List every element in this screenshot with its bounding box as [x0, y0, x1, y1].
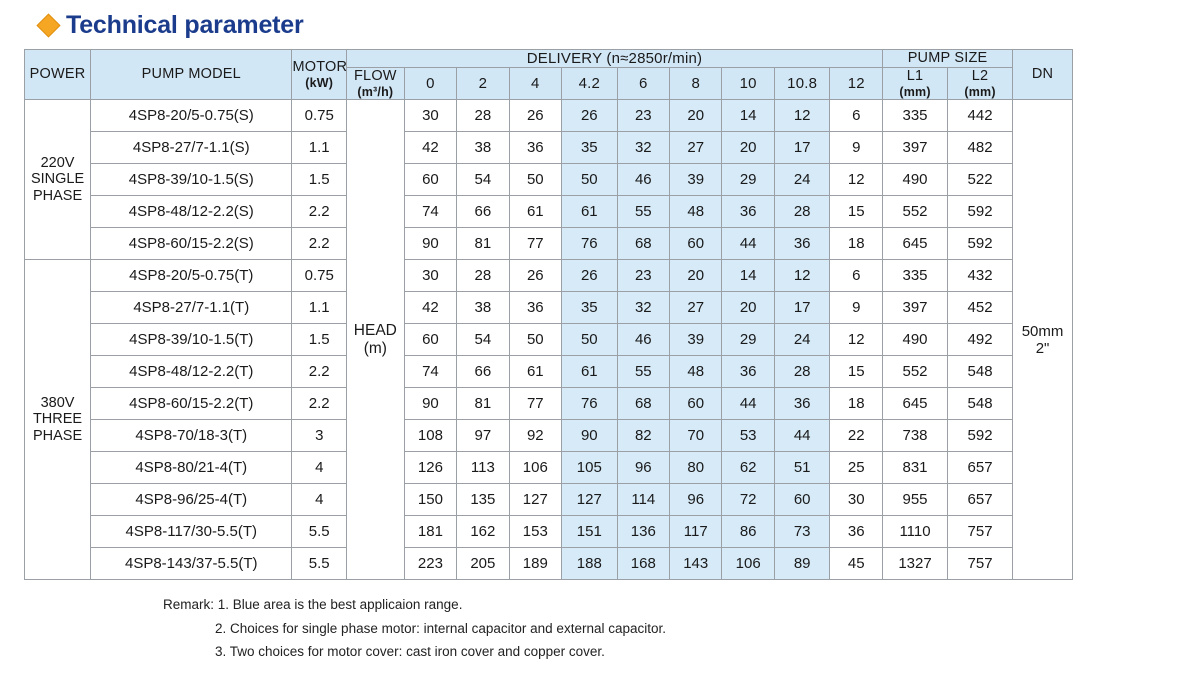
head-value-cell: 92: [509, 420, 561, 452]
head-value-cell: 81: [457, 388, 509, 420]
pump-model-cell: 4SP8-20/5-0.75(T): [91, 260, 292, 292]
head-value-cell: 28: [457, 260, 509, 292]
l2-cell: 522: [948, 164, 1013, 196]
head-value-cell: 44: [722, 388, 774, 420]
l2-cell: 757: [948, 548, 1013, 580]
l1-cell: 738: [883, 420, 948, 452]
l1-cell: 335: [883, 100, 948, 132]
l1-cell: 645: [883, 228, 948, 260]
head-value-cell: 74: [404, 356, 456, 388]
table-row: [25, 420, 1073, 452]
pump-model-cell: 4SP8-60/15-2.2(T): [91, 388, 292, 420]
l1-cell: 335: [883, 260, 948, 292]
head-value-cell: 14: [722, 260, 774, 292]
head-value-cell: 66: [457, 356, 509, 388]
table-body: [25, 100, 1073, 580]
head-value-cell: 77: [509, 228, 561, 260]
head-value-cell: 44: [774, 420, 830, 452]
remark-line-1: [163, 593, 1200, 616]
head-value-cell: 53: [722, 420, 774, 452]
technical-parameter-table: [24, 49, 1073, 580]
head-value-cell: 36: [722, 356, 774, 388]
col-flow: [347, 68, 405, 100]
power-line: 380V: [40, 394, 75, 411]
head-value-cell: 39: [670, 324, 722, 356]
head-value-cell: 28: [774, 356, 830, 388]
head-value-cell: 6: [830, 260, 883, 292]
l1-cell: 1327: [883, 548, 948, 580]
head-value-cell: 90: [404, 388, 456, 420]
head-value-cell: 135: [457, 484, 509, 516]
col-pump-size-group: PUMP SIZE: [883, 50, 1013, 68]
l2-cell: 592: [948, 196, 1013, 228]
col-motor-unit: (kW): [305, 75, 334, 90]
head-value-cell: 114: [617, 484, 669, 516]
head-value-cell: 60: [670, 388, 722, 420]
col-flow-unit: (m³/h): [357, 84, 394, 99]
table-row: [25, 196, 1073, 228]
head-value-cell: 70: [670, 420, 722, 452]
l1-cell: 490: [883, 164, 948, 196]
head-value-cell: 30: [404, 100, 456, 132]
power-line: PHASE: [32, 188, 83, 205]
pump-model-cell: 4SP8-27/7-1.1(T): [91, 292, 292, 324]
col-l1: [883, 68, 948, 100]
head-value-cell: 96: [617, 452, 669, 484]
head-value-cell: 55: [617, 196, 669, 228]
head-value-cell: 27: [670, 292, 722, 324]
motor-kw-cell: 1.5: [292, 324, 347, 356]
head-value-cell: 61: [509, 356, 561, 388]
l1-cell: 552: [883, 196, 948, 228]
pump-model-cell: 4SP8-39/10-1.5(T): [91, 324, 292, 356]
head-value-cell: 38: [457, 292, 509, 324]
head-value-cell: 20: [722, 132, 774, 164]
head-value-cell: 23: [617, 260, 669, 292]
head-value-cell: 12: [830, 324, 883, 356]
head-value-cell: 20: [722, 292, 774, 324]
head-value-cell: 50: [562, 324, 618, 356]
head-value-cell: 54: [457, 324, 509, 356]
head-value-cell: 42: [404, 292, 456, 324]
table-row: [25, 516, 1073, 548]
head-value-cell: 50: [509, 164, 561, 196]
page-title-text: Technical parameter: [66, 11, 304, 39]
head-value-cell: 30: [830, 484, 883, 516]
head-value-cell: 23: [617, 100, 669, 132]
head-value-cell: 32: [617, 292, 669, 324]
dn-value-inch: 2": [1035, 339, 1050, 357]
l2-cell: 592: [948, 228, 1013, 260]
head-value-cell: 29: [722, 324, 774, 356]
l1-cell: 1110: [883, 516, 948, 548]
head-value-cell: 168: [617, 548, 669, 580]
table-row: [25, 132, 1073, 164]
l2-cell: 657: [948, 484, 1013, 516]
power-line: SINGLE: [30, 171, 85, 188]
l2-cell: 657: [948, 452, 1013, 484]
head-value-cell: 117: [670, 516, 722, 548]
head-value-cell: 50: [509, 324, 561, 356]
head-value-cell: 20: [670, 260, 722, 292]
head-value-cell: 17: [774, 132, 830, 164]
head-value-cell: 36: [509, 132, 561, 164]
head-value-cell: 27: [670, 132, 722, 164]
col-flow-10: 10: [722, 68, 774, 100]
col-pump-model: PUMP MODEL: [91, 50, 292, 100]
col-flow-12: 12: [830, 68, 883, 100]
col-flow-10-8: 10.8: [774, 68, 830, 100]
l1-cell: 397: [883, 292, 948, 324]
head-value-cell: 86: [722, 516, 774, 548]
head-value-cell: 61: [562, 356, 618, 388]
head-value-cell: 68: [617, 388, 669, 420]
l1-cell: 955: [883, 484, 948, 516]
head-value-cell: 60: [774, 484, 830, 516]
motor-kw-cell: 1.1: [292, 292, 347, 324]
head-value-cell: 9: [830, 132, 883, 164]
l1-cell: 490: [883, 324, 948, 356]
head-value-cell: 60: [404, 324, 456, 356]
table-row: [25, 452, 1073, 484]
pump-model-cell: 4SP8-20/5-0.75(S): [91, 100, 292, 132]
head-value-cell: 77: [509, 388, 561, 420]
head-value-cell: 105: [562, 452, 618, 484]
head-value-cell: 81: [457, 228, 509, 260]
l1-cell: 397: [883, 132, 948, 164]
power-line: PHASE: [32, 428, 83, 445]
head-value-cell: 17: [774, 292, 830, 324]
head-value-cell: 151: [562, 516, 618, 548]
remark-item-2: 2. Choices for single phase motor: internal capacitor and external capacitor.: [215, 620, 666, 636]
head-value-cell: 15: [830, 196, 883, 228]
head-value-cell: 42: [404, 132, 456, 164]
head-value-cell: 32: [617, 132, 669, 164]
head-value-cell: 26: [509, 260, 561, 292]
head-value-cell: 66: [457, 196, 509, 228]
head-value-cell: 36: [722, 196, 774, 228]
pump-model-cell: 4SP8-39/10-1.5(S): [91, 164, 292, 196]
head-value-cell: 26: [509, 100, 561, 132]
l1-cell: 831: [883, 452, 948, 484]
head-value-cell: 55: [617, 356, 669, 388]
head-value-cell: 51: [774, 452, 830, 484]
head-value-cell: 44: [722, 228, 774, 260]
head-value-cell: 62: [722, 452, 774, 484]
head-value-cell: 106: [722, 548, 774, 580]
head-value-cell: 181: [404, 516, 456, 548]
table-row: [25, 324, 1073, 356]
table-row: [25, 484, 1073, 516]
col-flow-2: 2: [457, 68, 509, 100]
col-l2-unit: (mm): [964, 84, 996, 99]
head-value-cell: 18: [830, 228, 883, 260]
pump-model-cell: 4SP8-60/15-2.2(S): [91, 228, 292, 260]
head-value-cell: 24: [774, 324, 830, 356]
head-value-cell: 26: [562, 100, 618, 132]
motor-kw-cell: 0.75: [292, 100, 347, 132]
head-value-cell: 26: [562, 260, 618, 292]
l2-cell: 548: [948, 356, 1013, 388]
head-value-cell: 60: [670, 228, 722, 260]
head-value-cell: 68: [617, 228, 669, 260]
head-value-cell: 25: [830, 452, 883, 484]
head-value-cell: 127: [562, 484, 618, 516]
head-label-cell: [347, 100, 405, 580]
pump-model-cell: 4SP8-80/21-4(T): [91, 452, 292, 484]
head-value-cell: 106: [509, 452, 561, 484]
remarks-block: [0, 580, 1200, 663]
head-value-cell: 24: [774, 164, 830, 196]
motor-kw-cell: 4: [292, 452, 347, 484]
head-value-cell: 12: [774, 260, 830, 292]
dn-value-mm: 50mm: [1021, 322, 1064, 340]
head-value-cell: 90: [404, 228, 456, 260]
head-value-cell: 50: [562, 164, 618, 196]
pump-model-cell: 4SP8-48/12-2.2(S): [91, 196, 292, 228]
motor-kw-cell: 1.5: [292, 164, 347, 196]
motor-kw-cell: 5.5: [292, 548, 347, 580]
l1-cell: 552: [883, 356, 948, 388]
head-value-cell: 73: [774, 516, 830, 548]
header-row-1: [25, 50, 1073, 68]
head-value-cell: 46: [617, 324, 669, 356]
l2-cell: 432: [948, 260, 1013, 292]
head-value-cell: 36: [774, 228, 830, 260]
col-flow-4: 4: [509, 68, 561, 100]
motor-kw-cell: 2.2: [292, 228, 347, 260]
power-cell-1: [25, 260, 91, 580]
col-flow-6: 6: [617, 68, 669, 100]
head-value-cell: 14: [722, 100, 774, 132]
head-value-cell: 90: [562, 420, 618, 452]
motor-kw-cell: 0.75: [292, 260, 347, 292]
remark-item-3: 3. Two choices for motor cover: cast iron cover and copper cover.: [215, 643, 605, 659]
l2-cell: 492: [948, 324, 1013, 356]
motor-kw-cell: 2.2: [292, 388, 347, 420]
head-value-cell: 28: [457, 100, 509, 132]
head-value-cell: 30: [404, 260, 456, 292]
table-row: [25, 260, 1073, 292]
motor-kw-cell: 5.5: [292, 516, 347, 548]
pump-model-cell: 4SP8-96/25-4(T): [91, 484, 292, 516]
table-row: [25, 100, 1073, 132]
head-value-cell: 153: [509, 516, 561, 548]
motor-kw-cell: 1.1: [292, 132, 347, 164]
head-value-cell: 74: [404, 196, 456, 228]
head-label-text: HEAD: [353, 321, 397, 339]
table-row: [25, 388, 1073, 420]
col-power: POWER: [25, 50, 91, 100]
col-flow-4-2: 4.2: [562, 68, 618, 100]
head-value-cell: 54: [457, 164, 509, 196]
head-value-cell: 12: [830, 164, 883, 196]
col-l2-label: L2: [971, 68, 989, 85]
diamond-icon: [36, 13, 60, 37]
col-flow-0: 0: [404, 68, 456, 100]
head-value-cell: 38: [457, 132, 509, 164]
l2-cell: 592: [948, 420, 1013, 452]
head-value-cell: 113: [457, 452, 509, 484]
col-l1-unit: (mm): [899, 84, 931, 99]
head-value-cell: 61: [509, 196, 561, 228]
head-value-cell: 205: [457, 548, 509, 580]
head-value-cell: 97: [457, 420, 509, 452]
head-unit-text: (m): [363, 339, 387, 357]
head-value-cell: 36: [509, 292, 561, 324]
table-row: [25, 548, 1073, 580]
remark-item-1: 1. Blue area is the best applicaion range.: [217, 597, 463, 613]
head-value-cell: 188: [562, 548, 618, 580]
pump-model-cell: 4SP8-48/12-2.2(T): [91, 356, 292, 388]
page-title: [0, 0, 1200, 49]
head-value-cell: 36: [774, 388, 830, 420]
motor-kw-cell: 2.2: [292, 196, 347, 228]
remark-label: Remark:: [163, 597, 215, 613]
head-value-cell: 76: [562, 228, 618, 260]
head-value-cell: 61: [562, 196, 618, 228]
head-value-cell: 72: [722, 484, 774, 516]
head-value-cell: 126: [404, 452, 456, 484]
head-value-cell: 150: [404, 484, 456, 516]
table-row: [25, 228, 1073, 260]
head-value-cell: 162: [457, 516, 509, 548]
l2-cell: 548: [948, 388, 1013, 420]
pump-model-cell: 4SP8-27/7-1.1(S): [91, 132, 292, 164]
head-value-cell: 39: [670, 164, 722, 196]
motor-kw-cell: 3: [292, 420, 347, 452]
head-value-cell: 89: [774, 548, 830, 580]
l2-cell: 482: [948, 132, 1013, 164]
power-line: 220V: [40, 154, 75, 171]
power-line: THREE: [32, 411, 83, 428]
head-value-cell: 29: [722, 164, 774, 196]
head-value-cell: 136: [617, 516, 669, 548]
head-value-cell: 20: [670, 100, 722, 132]
head-value-cell: 12: [774, 100, 830, 132]
l2-cell: 442: [948, 100, 1013, 132]
dn-cell: [1013, 100, 1073, 580]
col-flow-label: FLOW: [354, 68, 397, 85]
head-value-cell: 9: [830, 292, 883, 324]
col-motor: [292, 50, 347, 100]
l2-cell: 452: [948, 292, 1013, 324]
head-value-cell: 80: [670, 452, 722, 484]
head-value-cell: 46: [617, 164, 669, 196]
head-value-cell: 108: [404, 420, 456, 452]
l1-cell: 645: [883, 388, 948, 420]
power-cell-0: [25, 100, 91, 260]
head-value-cell: 82: [617, 420, 669, 452]
head-value-cell: 76: [562, 388, 618, 420]
head-value-cell: 35: [562, 292, 618, 324]
table-row: [25, 164, 1073, 196]
head-value-cell: 189: [509, 548, 561, 580]
head-value-cell: 15: [830, 356, 883, 388]
motor-kw-cell: 2.2: [292, 356, 347, 388]
head-value-cell: 48: [670, 356, 722, 388]
head-value-cell: 35: [562, 132, 618, 164]
head-value-cell: 22: [830, 420, 883, 452]
head-value-cell: 45: [830, 548, 883, 580]
head-value-cell: 143: [670, 548, 722, 580]
head-value-cell: 48: [670, 196, 722, 228]
head-value-cell: 6: [830, 100, 883, 132]
col-l1-label: L1: [906, 68, 924, 85]
head-value-cell: 96: [670, 484, 722, 516]
head-value-cell: 127: [509, 484, 561, 516]
pump-model-cell: 4SP8-117/30-5.5(T): [91, 516, 292, 548]
pump-model-cell: 4SP8-70/18-3(T): [91, 420, 292, 452]
head-value-cell: 223: [404, 548, 456, 580]
col-flow-8: 8: [670, 68, 722, 100]
head-value-cell: 36: [830, 516, 883, 548]
pump-model-cell: 4SP8-143/37-5.5(T): [91, 548, 292, 580]
col-dn: DN: [1013, 50, 1073, 100]
remark-line-3: [163, 640, 1200, 663]
table-row: [25, 356, 1073, 388]
head-value-cell: 28: [774, 196, 830, 228]
table-header: [25, 50, 1073, 100]
head-value-cell: 60: [404, 164, 456, 196]
l2-cell: 757: [948, 516, 1013, 548]
table-row: [25, 292, 1073, 324]
col-motor-label: MOTOR: [292, 59, 348, 76]
col-l2: [948, 68, 1013, 100]
motor-kw-cell: 4: [292, 484, 347, 516]
head-value-cell: 18: [830, 388, 883, 420]
remark-line-2: [163, 617, 1200, 640]
col-delivery-group: DELIVERY (n≈2850r/min): [347, 50, 883, 68]
